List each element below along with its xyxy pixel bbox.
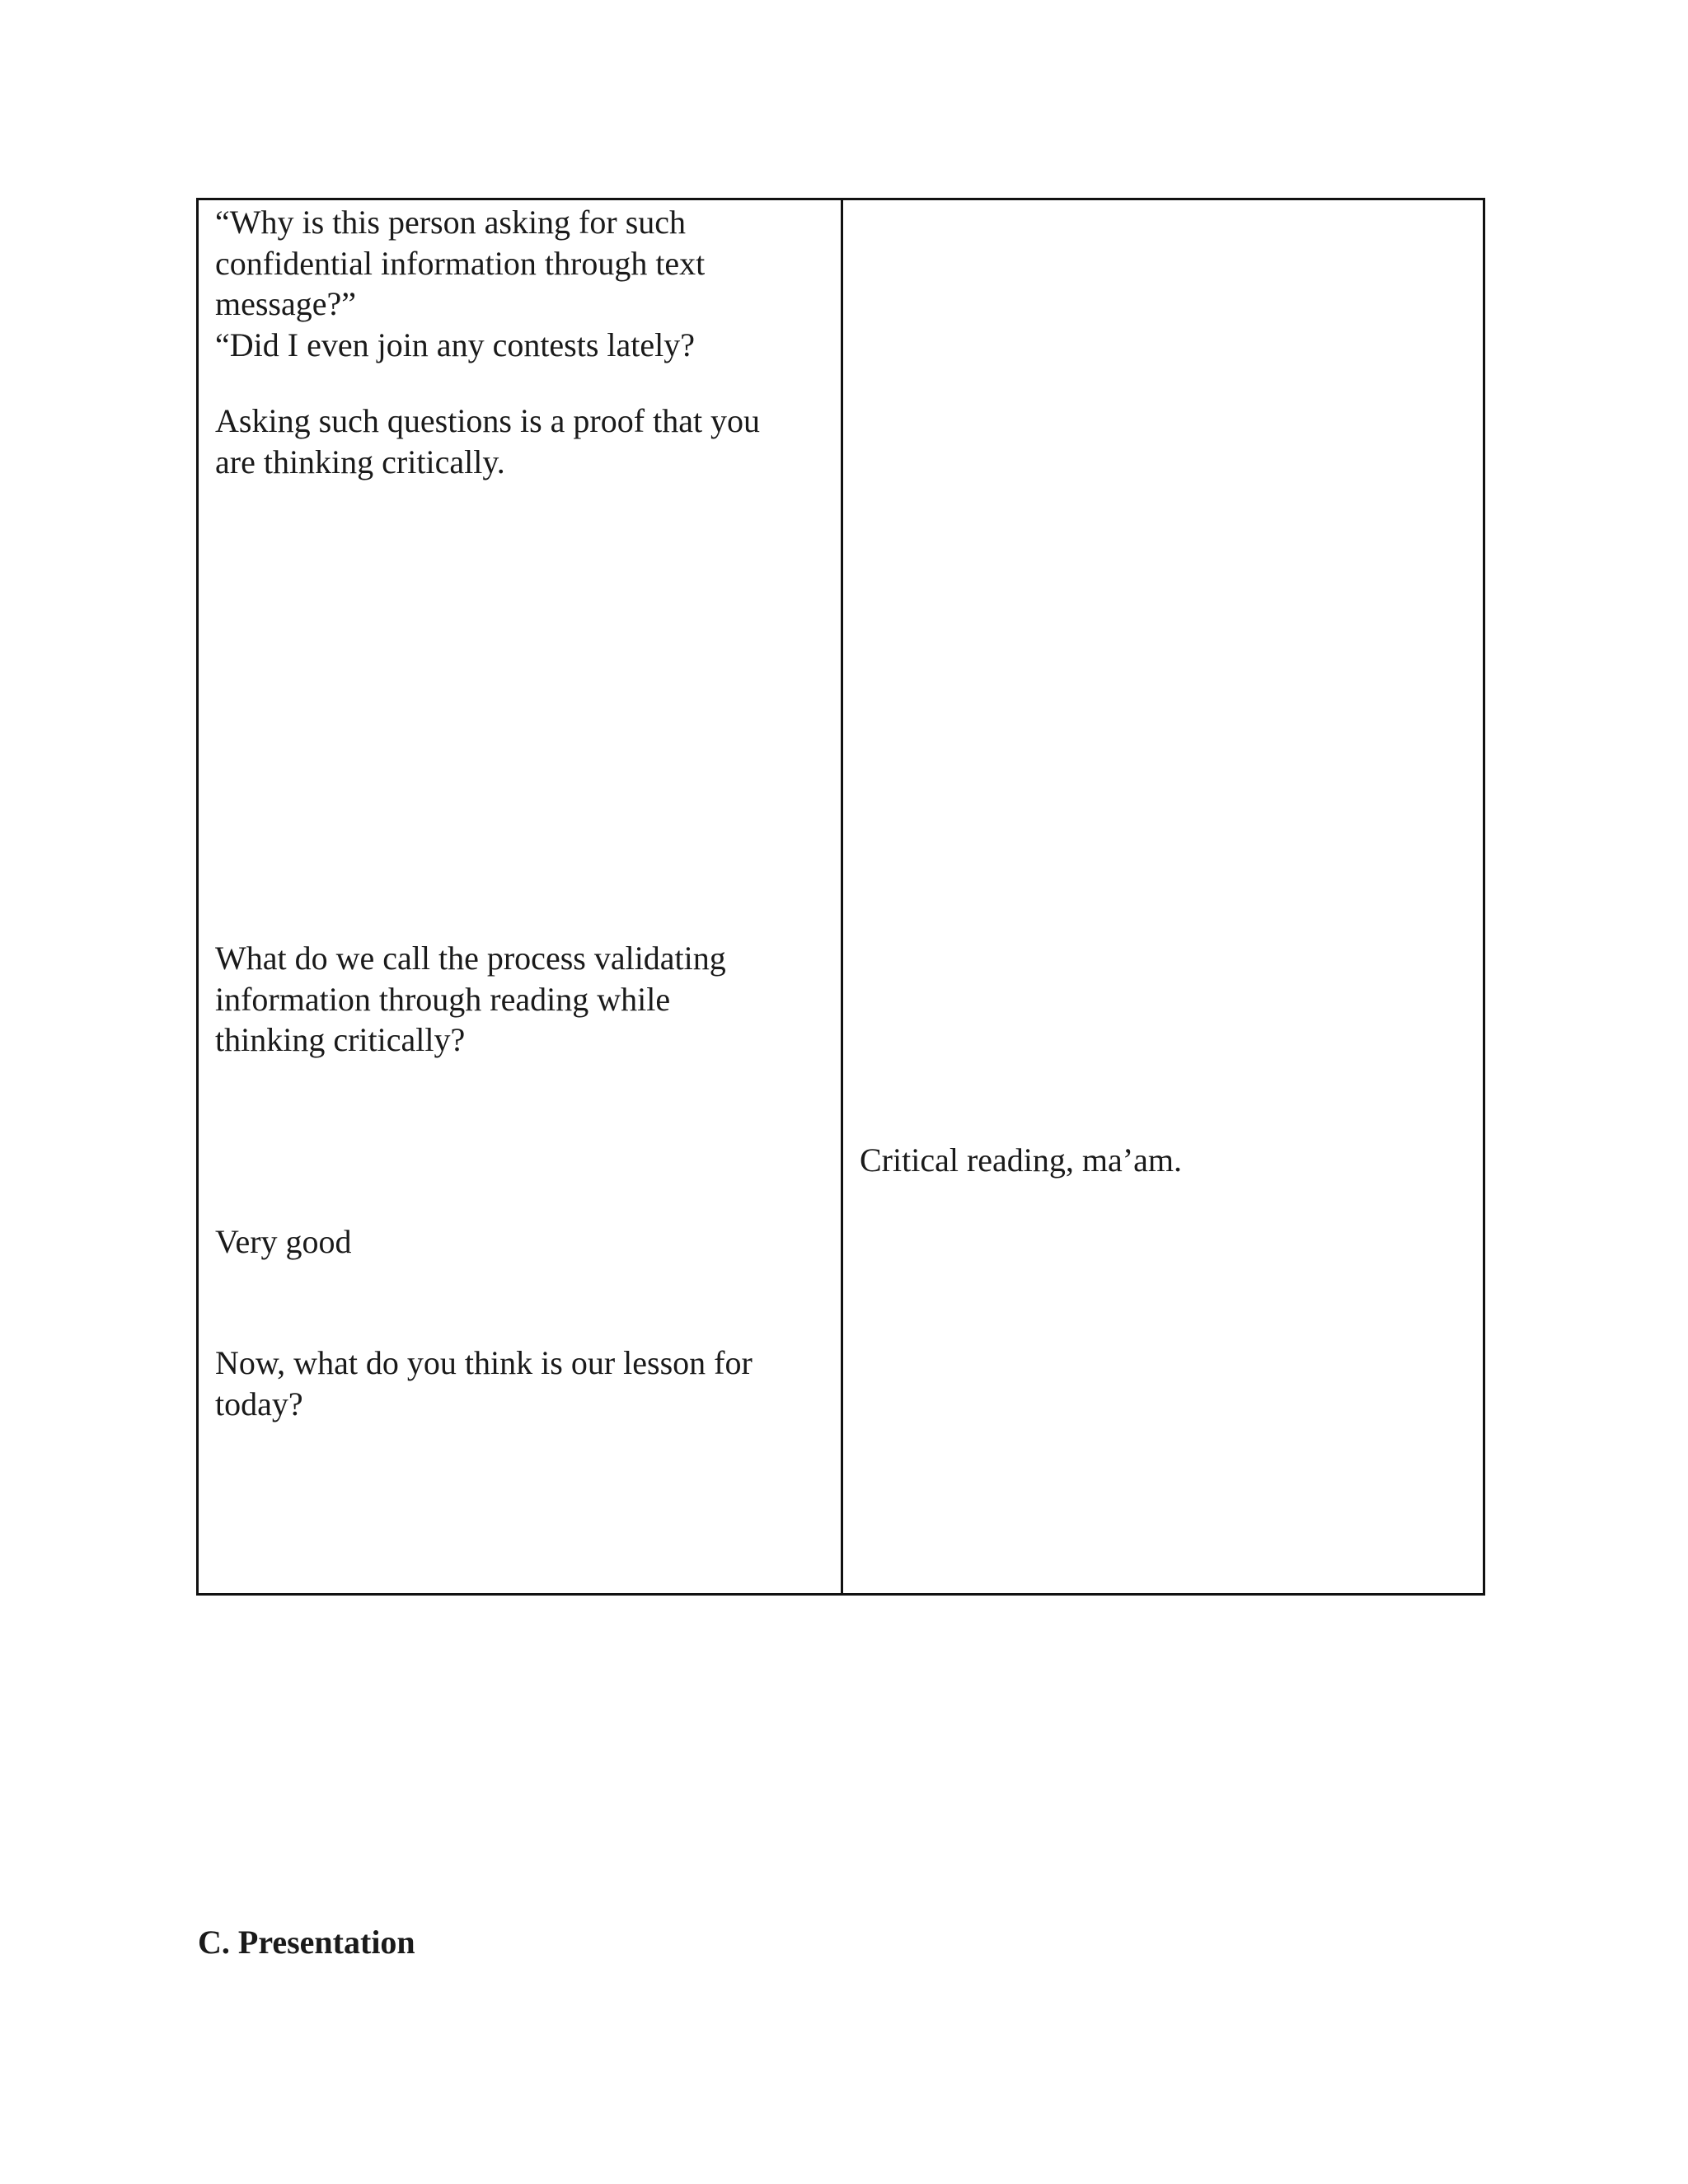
- teacher-question-process: What do we call the process validating information through reading while thinking critically?: [215, 940, 726, 1058]
- student-answer: Critical reading, ma’am.: [860, 1141, 1182, 1179]
- section-heading-presentation: C. Presentation: [198, 1924, 415, 1961]
- teacher-praise: Very good: [215, 1223, 352, 1260]
- teacher-question-lesson: Now, what do you think is our lesson for today?: [215, 1344, 753, 1422]
- student-activity-cell: [843, 200, 1483, 1593]
- teacher-critical-thinking-note: Asking such questions is a proof that you are thinking critically.: [215, 402, 761, 480]
- lesson-dialogue-table: [196, 198, 1485, 1596]
- teacher-questions-text: “Why is this person asking for such confidential information through text message?” “Did I even join any contests lately?: [215, 204, 706, 363]
- teacher-activity-cell: [199, 200, 843, 1593]
